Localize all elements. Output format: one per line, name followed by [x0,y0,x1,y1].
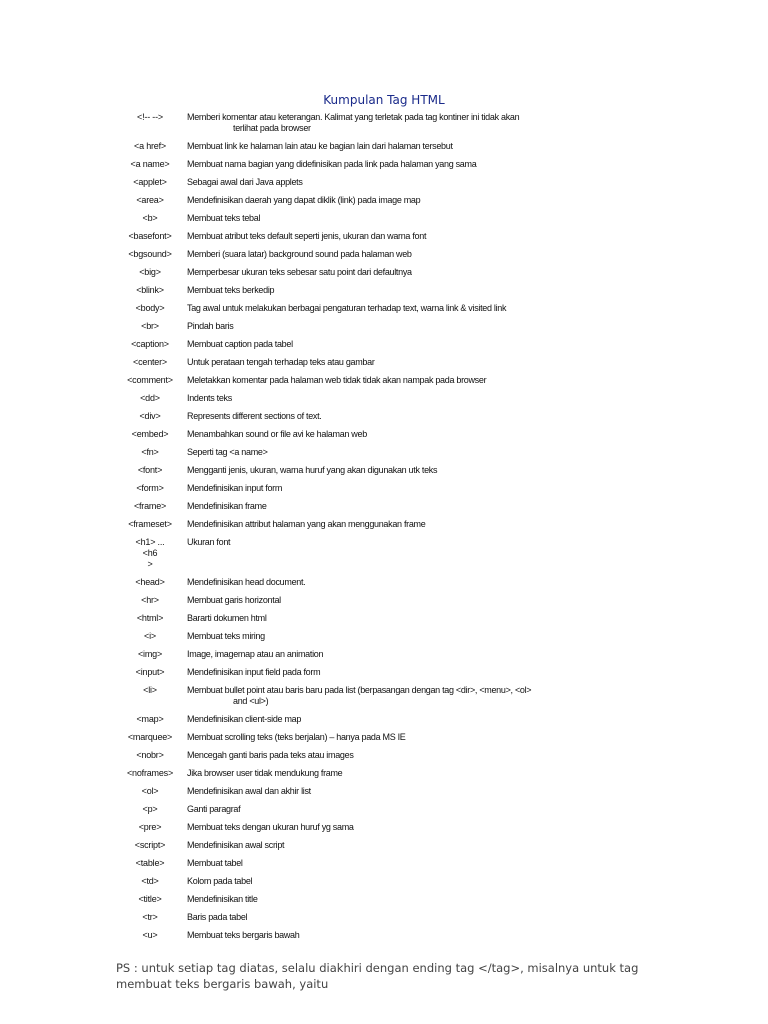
tag-name: <blink> [136,285,164,295]
tag-description-line: Membuat teks berkedip [187,285,275,295]
tag-description [182,393,648,404]
tag-name: <tr> [142,912,158,922]
table-row [118,649,648,667]
tag-description [182,768,648,779]
table-row [118,501,648,519]
tag-name: <frameset> [128,519,172,529]
tag-name: <p> [142,804,158,814]
tag-description-line: Represents different sections of text. [187,411,322,421]
tag-name: <big> [139,267,161,277]
table-row [118,213,648,231]
tag-name: <area> [136,195,164,205]
tag-name: <div> [139,411,161,421]
tag-name: <head> [135,577,165,587]
tag-description-line: Mendefinisikan input field pada form [187,667,321,677]
tag-description [182,685,648,707]
tag-description [182,804,648,815]
tag-description [182,912,648,923]
table-row [118,894,648,912]
tag-description [182,303,648,314]
table-row [118,537,648,577]
tag-description [182,631,648,642]
tag-description [182,840,648,851]
table-row [118,339,648,357]
tag-description [182,213,648,224]
tag-description [182,714,648,725]
tag-description-line: Jika browser user tidak mendukung frame [187,768,343,778]
table-row [118,595,648,613]
tag-description-line: Sebagai awal dari Java applets [187,177,303,187]
table-row [118,822,648,840]
table-row [118,285,648,303]
tag-name: <b> [142,213,158,223]
tag-description [182,231,648,242]
tag-name: <body> [135,303,165,313]
tag-description [182,786,648,797]
tag-name: <comment> [127,375,173,385]
tag-name: <ol> [141,786,159,796]
tag-description-line: Membuat teks tebal [187,213,261,223]
table-row [118,393,648,411]
tag-description [182,112,648,134]
tag-description-line: Membuat link ke halaman lain atau ke bagian lain dari halaman tersebut [187,141,453,151]
table-row [118,840,648,858]
tag-description [182,375,648,386]
tag-description [182,177,648,188]
tag-description-line: Memberi (suara latar) background sound pada halaman web [187,249,412,259]
tag-description-line: Menambahkan sound or file avi ke halaman web [187,429,367,439]
tag-description [182,577,648,588]
tag-name: <fn> [141,447,159,457]
tag-name: <frame> [133,501,167,511]
tag-description-continuation: and <ul>) [233,696,269,706]
tag-description [182,595,648,606]
table-row [118,321,648,339]
tag-name: <marquee> [127,732,173,742]
tag-description-line: Indents teks [187,393,232,403]
table-row [118,357,648,375]
tag-name: <pre> [138,822,162,832]
tag-name: <bgsound> [128,249,172,259]
tag-description [182,249,648,260]
tag-name: <br> [141,321,159,331]
tag-description-line: Memperbesar ukuran teks sebesar satu point dari defaultnya [187,267,412,277]
tag-description-line: Membuat caption pada tabel [187,339,293,349]
tag-description-line: Pindah baris [187,321,234,331]
tag-description-line: Memberi komentar atau keterangan. Kalimat yang terletak pada tag kontiner ini tidak akan [187,112,520,122]
tag-description [182,159,648,170]
table-row [118,465,648,483]
tag-description-line: Tag awal untuk melakukan berbagai pengaturan terhadap text, warna link & visited link [187,303,507,313]
table-row [118,177,648,195]
table-row [118,231,648,249]
table-row [118,195,648,213]
tag-name: <font> [137,465,163,475]
tag-description [182,321,648,332]
tag-description-line: Membuat nama bagian yang didefinisikan pada link pada halaman yang sama [187,159,477,169]
tag-name: <table> [135,858,165,868]
tag-name: <title> [138,894,162,904]
page-title: Kumpulan Tag HTML [323,93,445,107]
tag-description-line: Membuat tabel [187,858,243,868]
tag-name: <embed> [131,429,169,439]
tag-name: <script> [134,840,166,850]
table-row [118,483,648,501]
tag-description [182,894,648,905]
tag-description [182,501,648,512]
tag-description-line: Mengganti jenis, ukuran, warna huruf yang akan digunakan utk teks [187,465,438,475]
tag-name: <hr> [141,595,159,605]
tag-description-line: Mendefinisikan awal dan akhir list [187,786,311,796]
tag-description-line: Ukuran font [187,537,231,547]
tag-name: <nobr> [136,750,164,760]
tag-description [182,339,648,350]
tag-description-line: Membuat teks miring [187,631,265,641]
tag-description-line: Membuat bullet point atau baris baru pada list (berpasangan dengan tag <dir>, <menu>, <ol> [187,685,532,695]
tag-name: <a name> [130,159,170,169]
table-row [118,249,648,267]
tag-description-line: Membuat scrolling teks (teks berjalan) – hanya pada MS IE [187,732,406,742]
table-row [118,303,648,321]
tag-name: <noframes> [126,768,174,778]
tag-description-line: Mencegah ganti baris pada teks atau images [187,750,354,760]
tag-description-line: Ganti paragraf [187,804,241,814]
tag-description [182,732,648,743]
tag-description-continuation: terlihat pada browser [233,123,311,133]
table-row [118,685,648,714]
tag-description [182,876,648,887]
tag-description-line: Membuat teks bergaris bawah [187,930,300,940]
tag-description [182,930,648,941]
table-row [118,858,648,876]
tag-description [182,613,648,624]
tag-description-line: Membuat garis horizontal [187,595,281,605]
table-row [118,876,648,894]
tag-name: <li> [143,685,157,695]
tag-description-line: Mendefinisikan daerah yang dapat diklik (link) pada image map [187,195,421,205]
tag-description-line: Membuat atribut teks default seperti jenis, ukuran dan warna font [187,231,427,241]
table-row [118,786,648,804]
tag-description-line: Mendefinisikan title [187,894,258,904]
tag-description [182,483,648,494]
table-row [118,577,648,595]
tag-name: <center> [133,357,167,367]
tag-description-line: Mendefinisikan awal script [187,840,285,850]
table-row [118,804,648,822]
tag-name: <basefont> [128,231,172,241]
tag-name: <caption> [131,339,169,349]
table-row [118,141,648,159]
table-row [118,519,648,537]
tag-description [182,411,648,422]
table-row [118,159,648,177]
tag-name: <h1> ... <h6 > [135,537,165,569]
tag-description-line: Mendefinisikan attribut halaman yang akan menggunakan frame [187,519,426,529]
tag-description [182,465,648,476]
tag-description [182,822,648,833]
tag-description-line: Untuk perataan tengah terhadap teks atau gambar [187,357,375,367]
tag-description [182,519,648,530]
table-row [118,267,648,285]
tag-description-line: Image, imagemap atau an animation [187,649,324,659]
table-row [118,768,648,786]
table-row [118,631,648,649]
tag-description [182,537,648,548]
tag-description-line: Mendefinisikan client-side map [187,714,302,724]
table-row [118,613,648,631]
tag-description-line: Mendefinisikan head document. [187,577,306,587]
table-row [118,375,648,393]
tag-description-line: Baris pada tabel [187,912,248,922]
tag-description-line: Seperti tag <a name> [187,447,268,457]
tag-description-line: Mendefinisikan frame [187,501,267,511]
tag-description [182,141,648,152]
tag-name: <dd> [140,393,160,403]
tag-description [182,447,648,458]
tag-description-line: Kolom pada tabel [187,876,253,886]
table-row [118,667,648,685]
tag-description [182,285,648,296]
tag-name: <u> [142,930,158,940]
table-row [118,447,648,465]
tag-description [182,429,648,440]
tag-name: <a href> [134,141,166,151]
tag-description [182,649,648,660]
table-row [118,750,648,768]
tag-name: <applet> [133,177,167,187]
tag-name: <form> [136,483,164,493]
tag-description [182,267,648,278]
tag-description [182,858,648,869]
tag-name: <input> [135,667,165,677]
table-row [118,912,648,930]
tag-description [182,667,648,678]
tag-description-line: Mendefinisikan input form [187,483,283,493]
tag-description-line: Bararti dokumen html [187,613,267,623]
tag-name: <html> [136,613,164,623]
tag-name: <i> [144,631,156,641]
tag-description-line: Membuat teks dengan ukuran huruf yg sama [187,822,354,832]
footnote: PS : untuk setiap tag diatas, selalu diakhiri dengan ending tag </tag>, misalnya untuk tag membuat teks bergaris bawah, yaitu [116,961,639,991]
tag-name: <td> [141,876,159,886]
tag-name: <!-- --> [137,112,163,122]
table-row [118,930,648,948]
tag-name: <map> [136,714,164,724]
tag-table [118,112,648,948]
tag-description-line: Meletakkan komentar pada halaman web tidak tidak akan nampak pada browser [187,375,487,385]
table-row [118,429,648,447]
table-row [118,411,648,429]
table-row [118,714,648,732]
tag-description [182,195,648,206]
table-row [118,732,648,750]
table-row [118,112,648,141]
tag-name: <img> [137,649,162,659]
tag-description [182,750,648,761]
tag-description [182,357,648,368]
